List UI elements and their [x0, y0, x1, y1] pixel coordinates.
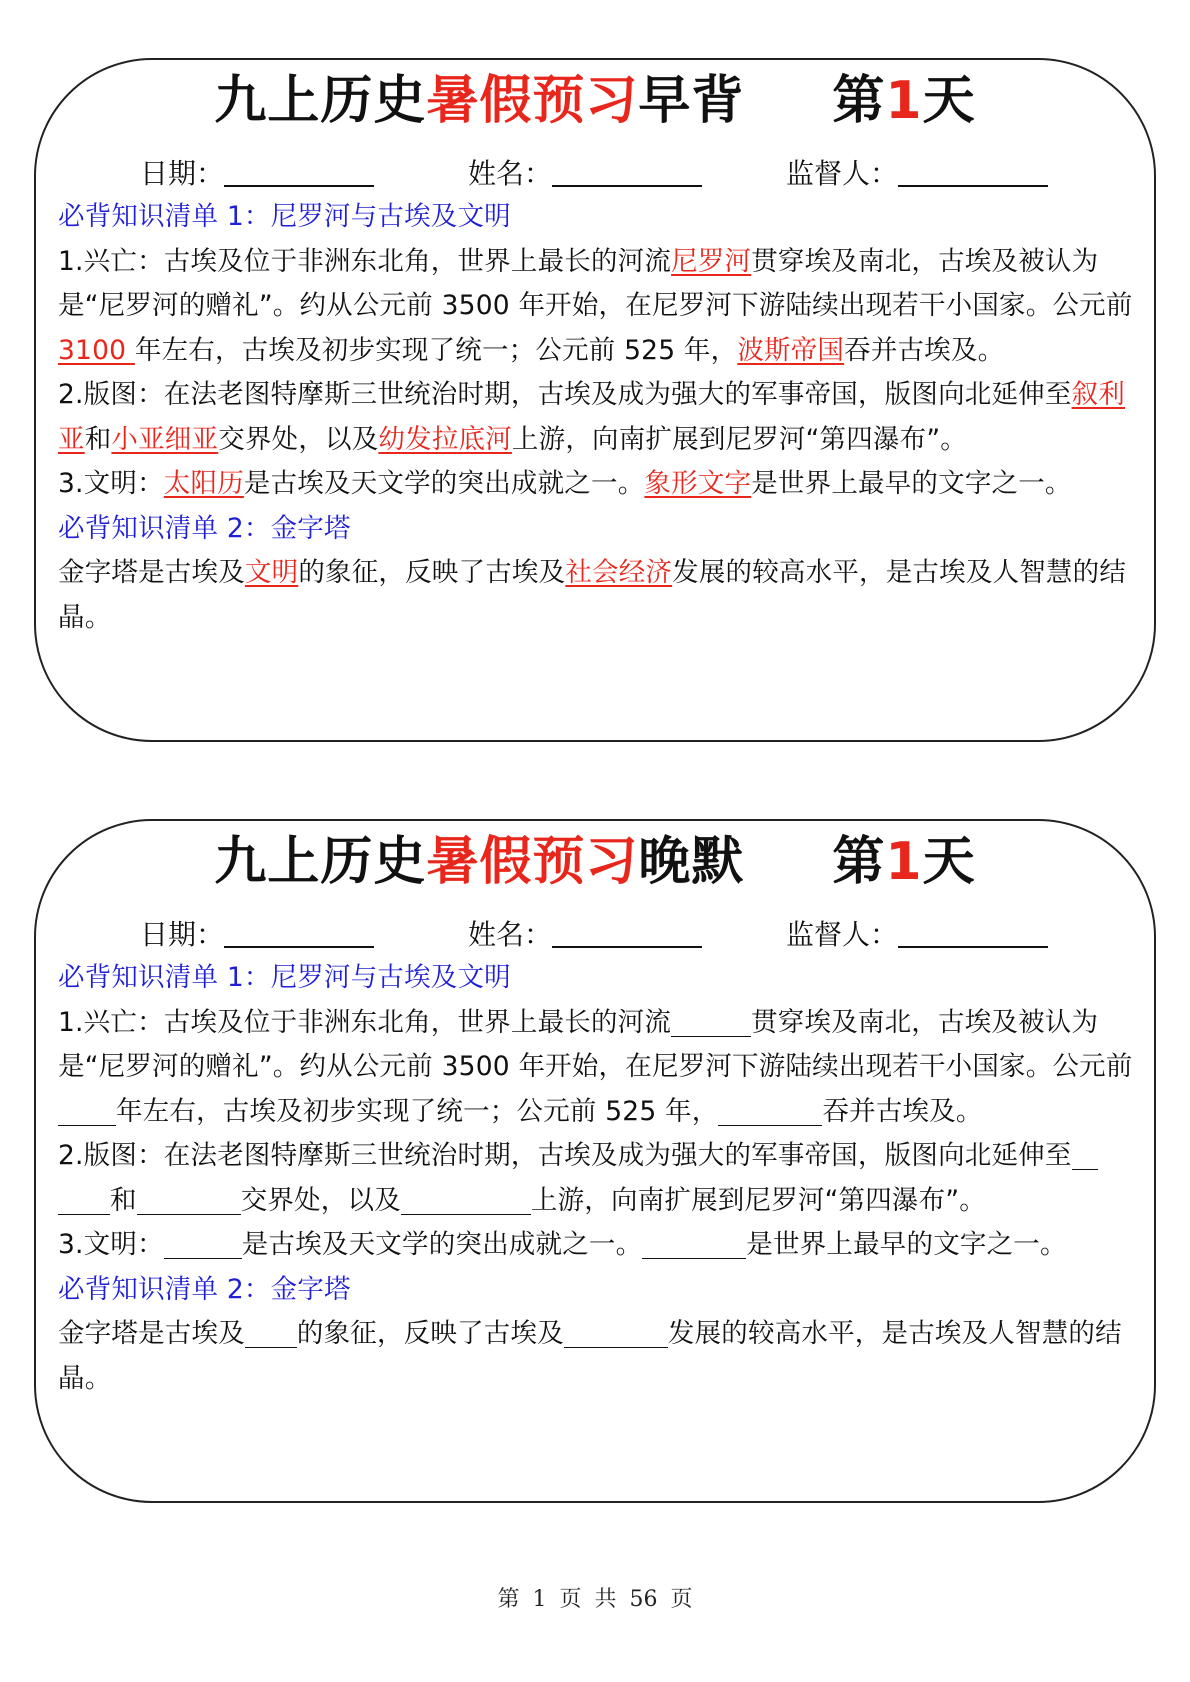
answer-social-economy: 社会经济 — [565, 557, 673, 588]
supervisor-label: 监督人： — [786, 918, 899, 951]
blank-syria-part2[interactable] — [58, 1184, 110, 1215]
title-highlight: 暑假预习 — [426, 832, 639, 892]
blank-persian-empire[interactable] — [718, 1095, 822, 1126]
answer-syria: 叙利亚 — [58, 379, 1125, 455]
blank-asia-minor[interactable] — [137, 1184, 241, 1215]
title-suffix: 晚默 — [638, 832, 745, 892]
paragraph-pyramids: 金字塔是古埃及文明的象征，反映了古埃及社会经济发展的较高水平，是古埃及人智慧的结晶。 — [58, 557, 1127, 633]
form-fields — [36, 913, 1154, 953]
date-label: 日期： — [140, 157, 225, 190]
answer-hieroglyphs: 象形文字 — [644, 468, 752, 499]
blank-nile[interactable] — [671, 1006, 751, 1037]
section-heading-1: 必背知识清单 1：尼罗河与古埃及文明 — [58, 962, 511, 993]
section-heading-1: 必背知识清单 1：尼罗河与古埃及文明 — [58, 201, 511, 232]
title-prefix: 九上历史 — [214, 832, 427, 892]
title-highlight: 暑假预习 — [426, 71, 639, 131]
answer-civilization: 文明 — [244, 557, 299, 588]
day-suffix: 天 — [922, 71, 976, 131]
answer-euphrates: 幼发拉底河 — [378, 423, 512, 455]
supervisor-blank[interactable] — [898, 916, 1048, 948]
answer-solar-calendar: 太阳历 — [163, 468, 244, 499]
paragraph-pyramids: 金字塔是古埃及 的象征，反映了古埃及 发展的较高水平，是古埃及人智慧的结晶。 — [58, 1318, 1122, 1394]
paragraph-civilization: 3.文明： 是古埃及天文学的突出成就之一。 是世界上最早的文字之一。 — [58, 1229, 1067, 1260]
blank-3100[interactable] — [58, 1095, 116, 1126]
section-heading-2: 必背知识清单 2：金字塔 — [58, 512, 351, 544]
answer-nile: 尼罗河 — [671, 245, 752, 277]
paragraph-territory: 2.版图：在法老图特摩斯三世统治时期，古埃及成为强大的军事帝国，版图向北延伸至叙利亚和小亚细亚交界处，以及幼发拉底河上游，向南扩展到尼罗河“第四瀑布”。 — [58, 379, 1125, 455]
name-label: 姓名： — [468, 918, 553, 951]
date-label: 日期： — [140, 918, 225, 951]
paragraph-territory: 2.版图：在法老图特摩斯三世统治时期，古埃及成为强大的军事帝国，版图向北延伸至和 交界处，以及 上游，向南扩展到尼罗河“第四瀑布”。 — [58, 1134, 1134, 1223]
morning-recitation-card — [34, 58, 1156, 742]
blank-euphrates[interactable] — [401, 1184, 531, 1215]
name-field[interactable] — [468, 152, 702, 192]
blank-social-economy[interactable] — [564, 1317, 668, 1348]
card-body — [58, 195, 1134, 640]
answer-asia-minor: 小亚细亚 — [111, 423, 219, 455]
section-heading-2: 必背知识清单 2：金字塔 — [58, 1273, 351, 1305]
name-blank[interactable] — [552, 916, 702, 948]
paragraph-rise-fall: 1.兴亡：古埃及位于非洲东北角，世界上最长的河流尼罗河贯穿埃及南北，古埃及被认为是“尼罗河的赠礼”。约从公元前 3500 年开始，在尼罗河下游陆续出现若干小国家。公元前 3100 年左右，古埃及初步实现了统一；公元前 525 年，波斯帝国吞并古埃及。 — [58, 245, 1133, 366]
blank-syria-part1[interactable] — [1072, 1139, 1098, 1170]
name-label: 姓名： — [468, 157, 553, 190]
paragraph-rise-fall: 1.兴亡：古埃及位于非洲东北角，世界上最长的河流 贯穿埃及南北，古埃及被认为是“尼罗河的赠礼”。约从公元前 3500 年开始，在尼罗河下游陆续出现若干小国家。公元前 年左右，古埃及初步实现了统一；公元前 525 年， 吞并古埃及。 — [58, 1006, 1133, 1127]
day-suffix: 天 — [922, 832, 976, 892]
card-title — [36, 829, 1154, 897]
date-field[interactable] — [140, 152, 374, 192]
blank-hieroglyphs[interactable] — [642, 1228, 746, 1259]
answer-persian-empire: 波斯帝国 — [737, 334, 845, 366]
supervisor-blank[interactable] — [898, 155, 1048, 187]
date-field[interactable] — [140, 913, 374, 953]
card-body — [58, 956, 1134, 1401]
name-field[interactable] — [468, 913, 702, 953]
form-fields — [36, 152, 1154, 192]
blank-solar-calendar[interactable] — [164, 1228, 242, 1259]
blank-civilization[interactable] — [245, 1317, 297, 1348]
day-number: 1 — [885, 71, 923, 131]
page-footer: 第 1 页 共 56 页 — [497, 1587, 693, 1612]
name-blank[interactable] — [552, 155, 702, 187]
supervisor-field[interactable] — [786, 152, 1048, 192]
paragraph-civilization: 3.文明：太阳历是古埃及天文学的突出成就之一。象形文字是世界上最早的文字之一。 — [58, 468, 1072, 499]
day-prefix: 第 — [832, 71, 886, 131]
title-prefix: 九上历史 — [214, 71, 427, 131]
supervisor-label: 监督人： — [786, 157, 899, 190]
answer-3100: 3100 — [58, 334, 135, 366]
date-blank[interactable] — [224, 916, 374, 948]
evening-dictation-card — [34, 819, 1156, 1503]
date-blank[interactable] — [224, 155, 374, 187]
title-suffix: 早背 — [638, 71, 745, 131]
day-prefix: 第 — [832, 832, 886, 892]
day-number: 1 — [885, 832, 923, 892]
card-title — [36, 68, 1154, 136]
supervisor-field[interactable] — [786, 913, 1048, 953]
